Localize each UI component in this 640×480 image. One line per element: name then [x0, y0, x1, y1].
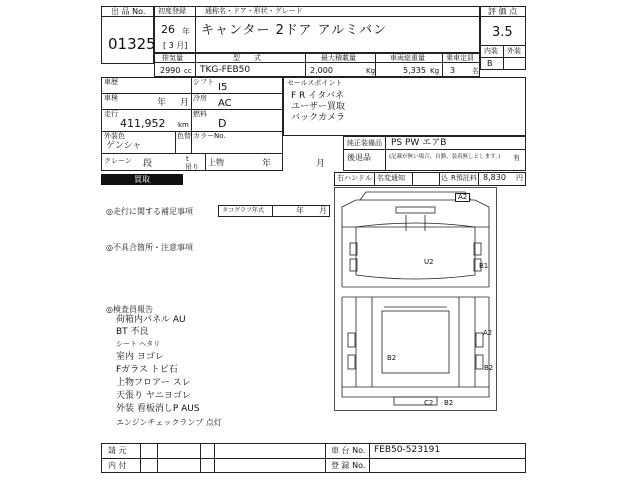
top-up-month: 月 [316, 159, 326, 169]
vehicle-diagram [334, 187, 497, 411]
inspector-line: BT 不良 [116, 327, 149, 337]
rear-unit: 有 [513, 154, 520, 162]
km-unit: km [178, 121, 189, 129]
inspector-line: シート ヘタリ [116, 340, 161, 348]
score-label: 評 価 点 [488, 7, 518, 16]
kg-unit-2: Kg [430, 67, 440, 75]
ac-label: 冷房 [193, 94, 207, 102]
top-up-year: 年 [262, 159, 272, 169]
model-label: 通称名・ドア・形状・グレード [205, 7, 303, 15]
top-up-label: 上物 [208, 158, 224, 167]
crane-steps: 段 [143, 159, 153, 169]
inspector-line: 天張り ヤニヨゴレ [116, 391, 191, 401]
type-value: TKG-FEB50 [200, 65, 251, 75]
fuel-value: D [218, 117, 227, 130]
equipment-label: 純正装備品 [347, 139, 382, 147]
capacity-value: 3 [450, 66, 456, 75]
ext-color-label: 外装色 [104, 132, 125, 140]
exterior-label: 外装 [507, 47, 521, 55]
inspector-line: 外装 看板消しP AUS [116, 404, 200, 414]
gross-weight-label: 車両総重量 [390, 54, 425, 62]
shift-label: シフト [193, 78, 214, 86]
sales-point-line-3: バックカメラ [291, 113, 346, 123]
damage-label-b2-right: B2 [484, 364, 494, 372]
max-load-label: 最大積載量 [321, 54, 356, 62]
crane-hang: 吊り [185, 163, 199, 171]
tacho-label: タコグラフ年式 [222, 207, 265, 214]
mileage-value: 411,952 [120, 117, 166, 130]
rear-label: 後退品 [347, 153, 371, 162]
cc-unit: cc [184, 67, 192, 75]
damage-label-b1: B1 [479, 262, 489, 270]
tacho-year: 年 [296, 206, 304, 215]
ac-value: AC [218, 98, 232, 109]
model-name: キャンター 2ドア アルミバン [201, 23, 388, 38]
chassis-number: FEB50-523191 [374, 445, 441, 455]
first-reg-year: 26 [161, 23, 175, 36]
first-reg-label: 初度登録 [158, 7, 186, 15]
year-unit: 年 [182, 27, 190, 36]
gross-weight-value: 5,335 [403, 66, 426, 75]
inspector-line: Fガラス トビ石 [116, 365, 178, 375]
tacho-month: 月 [319, 206, 327, 215]
recycle-label: R預託料 [451, 174, 477, 182]
notice-label: 名変通知 [377, 174, 405, 182]
first-reg-month: [ 3 月] [163, 41, 188, 50]
history-label: 車歴 [104, 78, 118, 86]
rhd-label: 右ハンドル [337, 174, 372, 182]
score-value: 3.5 [492, 25, 513, 40]
color-change-label: 色替 [177, 132, 191, 140]
supplement-title: ◎走行に関する補足事項 [106, 207, 193, 216]
ext-color-value: ゲンシャ [106, 141, 142, 151]
inspector-line: 荷箱内パネル AU [116, 315, 186, 325]
damage-label-c2: C2 [424, 399, 434, 407]
interior-grade: B [487, 59, 493, 68]
recycle-value: 8,830 [483, 173, 506, 182]
sales-point-label: セールスポイント [287, 79, 343, 87]
claim-label: 請 元 [108, 446, 127, 455]
truck-outline [334, 187, 497, 411]
interior-label: 内装 [484, 47, 498, 55]
damage-label-a2-right: A2 [483, 329, 493, 337]
capacity-unit: 名 [472, 67, 479, 75]
yen-unit: 円 [516, 174, 523, 182]
fuel-label: 燃料 [193, 110, 207, 118]
chassis-label: 車 台 No. [331, 446, 366, 455]
shift-value: I5 [218, 82, 228, 93]
inspector-line: 上物フロアー スレ [116, 378, 191, 388]
displacement-value: 2990 [160, 66, 181, 75]
inspection-year-unit: 年 [157, 98, 167, 108]
color-no-label: カラーNo. [193, 132, 226, 140]
defects-title: ◎不具合箇所・注意事項 [106, 243, 193, 252]
displacement-label: 排気量 [162, 54, 183, 62]
inspection-month-unit: 月 [180, 98, 190, 108]
damage-label-a2-top: A2 [455, 193, 470, 202]
crane-label: クレーン [104, 157, 132, 165]
damage-label-b2-bottom: B2 [444, 399, 454, 407]
max-load-value: 2,000 [310, 66, 333, 75]
receive-label: 内 付 [108, 461, 127, 470]
type-label: 型 式 [233, 54, 261, 62]
lot-number: 01325 [108, 35, 156, 53]
capacity-label: 乗車定員 [446, 54, 474, 62]
reg-label: 登 録 No. [331, 461, 366, 470]
crane-ton: t [186, 155, 189, 163]
damage-label-b2-left: B2 [387, 354, 397, 362]
sales-point-line-1: F R イタバネ [291, 91, 345, 101]
inspector-title: ◎検査員報告 [106, 305, 153, 314]
inspection-label: 車検 [104, 94, 118, 102]
inspector-line: エンジンチェックランプ 点灯 [116, 418, 222, 427]
purchase-badge: 買取 [101, 174, 183, 185]
sales-point-line-2: ユーザー買取 [291, 102, 346, 112]
recycle-mark: 込 [441, 174, 448, 182]
mileage-label: 走行 [104, 110, 118, 118]
lot-label: 出 品 No. [111, 7, 146, 16]
kg-unit-1: Kg [366, 67, 376, 75]
equipment-value: PS PW エアB [391, 138, 447, 148]
damage-label-u2: U2 [424, 258, 434, 266]
rear-note: (記載が無い場合、自動、装着無しとします。) [389, 154, 501, 160]
inspector-line: 室内 ヨゴレ [116, 352, 164, 362]
